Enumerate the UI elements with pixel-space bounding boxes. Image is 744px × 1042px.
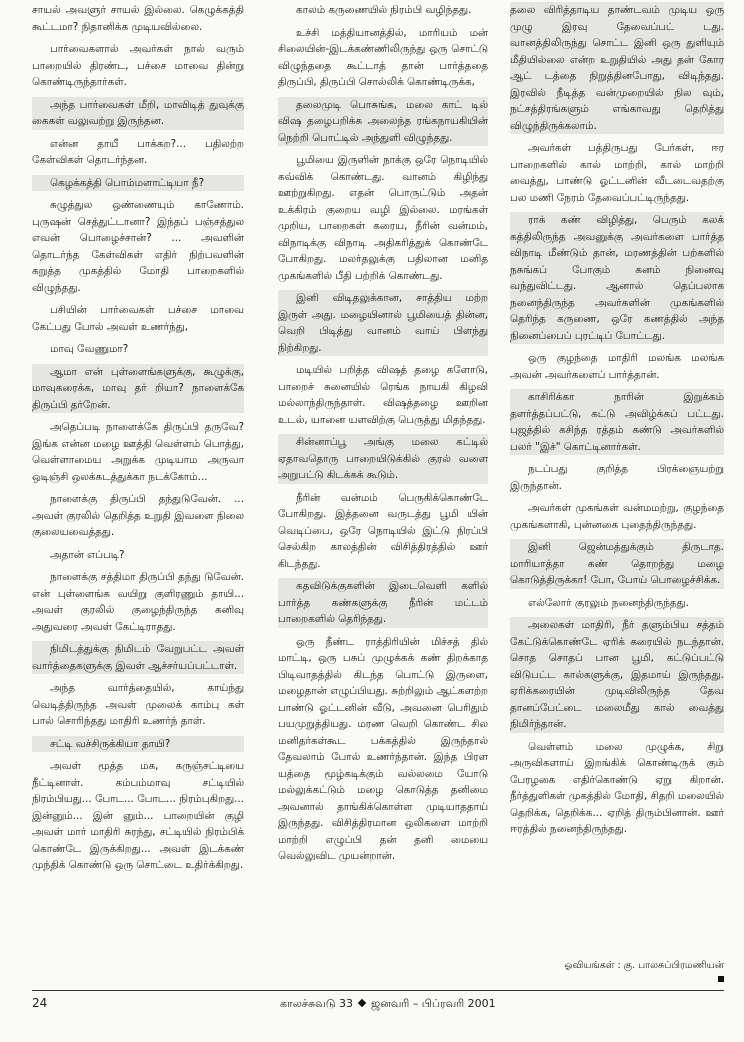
paragraph: அவர்கள் முகங்கள் வன்மமற்று, குழந்தை முகங்களாகி, புன்னகை புதைந்திருந்தது. [510,502,724,531]
footer-divider [32,990,724,991]
paragraph: காசிரிக்கா நாரின் இறுக்கம் தளர்த்தப்பட்டு, கட்டு அவிழ்க்கப் பட்டது. புஜத்தில் கசிந்த ரத்தம் கண்டு அவர்களில் பலர் "இச்" கொட்டினார்கள். [510,389,724,455]
paragraph: அவர்கள் பத்திருபது பேர்கள், ஈர பாறைகளில் கால் மாற்றி, கால் மாற்றி வைத்து, பாண்டு ஓட்டனின் வீடடைவதற்கு பல மணி நேரம் தேவைப்பட்டிருந்தது. [510,142,724,204]
illustration-credit [510,960,724,985]
paragraph: ஒரு நீண்ட ராத்திரியின் மிச்சத் தில் மாட்டி, ஒரு பசுப் முழுக்கக் கண் திறக்காத பிடிவாதத்தில் கிடந்த பொட்டு இருளை, மழைதான் எழுப்பியது. சுற்றிலும் ஆட்களற்ற பாண்டு ஓட்டனின் வீடு, அவனை பெரிதும் பயமுறுத்தியது. மரண வெறி கொண்ட சில மனிதர்கள்கூட பக்கத்தில் இருந்தால் தேவலாம் போல் உணர்ந்தான். இந்த பிரள யத்தை மூழ்கடிக்கும் வல்லமை யோடு மல்லுக்கட்டும் மழை கொடுத்த தனிமை அவனால் தாங்கிக்கொள்ள முடியாததாய் இருந்தது. விசித்திரமான ஒலிகளை மாற்றி மாற்றி எழுப்பி தன் தனி மையை வெல்லுவிட முயன்றான். [278,635,488,862]
paragraph: அவள் மூத்த மக, கருஞ்சட்டியை நீட்டினாள். கம்பம்மாவு சட்டியில் நிரம்பியது... போட... போட... நிரம்புகிறது... இன்னும்... இன் னும்... பாறையின் குழி அவள் மார் மாதிரி சுரந்து, சட்டியில் நிரம்பிக் கொண்டே இருக்கிறது... அவள் இடக்கண் முந்திக் கொண்டு ஒரு சொட்டை உதிர்க்கிறது. [32,760,244,871]
running-footer [280,997,496,1012]
paragraph: தலை விரித்தாடிய தாண்டவம் முடிய ஒரு முழு இரவு தேவைப்பட் டது. வானத்திலிருந்து சொட்ட இனி ஒரு துளியும் மீதியில்லை என்ற உறுதியில் அது தன் கோர ஆட் டத்தை நிறுத்தினபோது, விடிந்தது. இரவில் நீடித்த வன்முறையில் நில வும், நட்சத்திரங்களும் எங்காவது தெறித்து விழுந்திருக்கலாம். [510,2,724,134]
paragraph: நிமிடத்துக்கு நிமிடம் வேறுபட்ட அவள் வார்த்தைகளுக்கு இவள் ஆச்சர்யப்பட்டாள். [32,641,244,674]
paragraph: எல்லோர் குரலும் நனைந்திருந்தது. [528,596,689,609]
paragraph: இனி ஜென்மத்துக்கும் திருடாத. மாரியாத்தா கண் தொறந்து மழை கொடுத்திருக்கா! போ, போய் பொழைச்சிக்க. [510,539,724,589]
paragraph: நீரின் வன்மம் பெருகிக்கொண்டே போகிறது. இத்தனை வருடத்து பூமி யின் வெடிப்பை, ஒரே நொடியில் இட்டு நிரப்பி செல்கிற காலத்தின் விசித்திரத்தில் ஊர் கிடந்தது. [278,491,488,570]
paragraph: அதெப்படி நாளைக்கே திருப்பி தருவே? இங்க என்ன மழை ஊத்தி வெள்ளம் பொத்து, வெள்ளாமைய அறுக்க முடியாம அருவா ஒடிஞ்சி ஒலக்கடத்துக்கா நடக்கோம்... [32,421,244,483]
paragraph: தலைமுடி பொசுங்க, மலை காட் டில் விஷ தழைபறிக்க அலைந்த ரங்கநாயகியின் நெற்றி பொட்டில் அந்துளி விழுந்தது. [278,97,488,147]
paragraph: நாளைக்கு சத்திமா திருப்பி தந்து டுவேன். என் புள்ளைங்க வயிறு குளிரணும் தாயி... அவள் குரலில் குழைந்திருந்த கனிவு அதுவரை அவள் கேட்டிராதது. [32,571,244,633]
paragraph: சின்னாப்பூ அங்கு மலை கட்டில் ஏதாவதொரு பாறையிடுக்கில் குரல் வளை அறுபட்டு கிடக்கக் கூடும். [278,434,488,484]
paragraph: கதவிடுக்குகளின் இடைவெளி களில் பார்த்த கண்களுக்கு நீரின் மட்டம் பாறைகளில் தெரிந்தது. [278,578,488,628]
diamond-icon [358,999,366,1007]
paragraph: ஆமா என் புள்ளைங்களுக்கு, கூழுக்கு, மாவுகரைக்க, மாவு தர் றியா? நாளைக்கே திருப்பி தர்றேன். [32,364,244,414]
credit-text: ஓவியங்கள் : கு. பாலசுப்பிரமணியன் [564,960,724,971]
paragraph: மடியில் பறித்த விஷத் தழை களோடு, பாறைச் சுனையில் ரெங்க நாயகி கிழவி மல்லாந்திருந்தாள். விஷத்தழை ஊறின உடல், யானை யளவிற்கு பெருத்து மிதந்தது. [278,364,488,426]
paragraph: சட்டி வச்சிருக்கியா தாயி? [32,736,244,753]
text-column-middle [278,2,488,871]
text-column-left [32,2,244,880]
paragraph: பார்வைகளால் அவர்கள் நால் வரும் பாறையில் திரண்ட, பச்சை மாவை தின்று கொண்டிருந்தார்கள். [32,43,244,88]
paragraph: நாளைக்கு திருப்பி தந்துடுவேன். ... அவள் குரலில் தெறித்த உறுதி இவளை நிலை குலையவைத்தது. [32,493,244,538]
paragraph: ஒரு குழந்தை மாதிரி மலங்க மலங்க அவன் அவர்களைப் பார்த்தான். [510,352,724,381]
text-column-right [510,2,724,844]
magazine-name: காலச்சுவடு 33 [280,997,354,1010]
paragraph: கெழக்கத்தி பொம்மளாட்டியா நீ? [32,175,244,192]
paragraph: இனி விடிதலுக்கான, சாத்திய மற்ற இருள் அது. மழையினால் பூமியைத் தின்ன, வெறி பிடித்து வானம் வாய் பிளந்து நிற்கிறது. [278,290,488,356]
end-mark-icon [718,976,724,982]
paragraph: அதான் எப்படி? [50,548,125,561]
paragraph: உச்சி மத்தியானத்தில், மாரியம் மன் சிலையின்-இடக்கண்ணிலிருந்து ஒரு சொட்டு விழுந்ததை கூட்டாத் தான் பார்த்ததை திருப்பி, திருப்பி சொல்லிக் கொண்டிருக்க, [278,26,488,88]
paragraph: அந்த வார்த்தையில், காய்ந்து வெடித்திருந்த அவள் முலைக் காம்பு கள் பால் சொரிந்தது மாதிரி உணர்ந் தாள். [32,682,244,727]
paragraph: சாயல் அவளுர் சாயல் இல்லை. கெழுக்கத்தி கூட்டமா? நிதானிக்க முடியவில்லை. [32,4,244,33]
paragraph: மாவு வேணுமா? [50,343,129,355]
paragraph: பூமியை இருளின் நாக்கு ஒரே நொடியில் கவ்விக் கொண்டது. வானம் கிழிந்து ஊற்றுகிறது. எதன் பொருட்டும் அதன் உக்கிரம் குறைய வழி இல்லை. மரங்கள் முறிய, பாறைகள் கரைய, நீரின் வன்மம், விநாடிக்கு விநாடி அதிகரித்துக் கொண்டே போகிறது. மலர்தலுக்கு பதிலான மனித முகங்களில் பீதி பற்றிக் கொண்டது. [278,154,488,282]
paragraph: சுழுத்துல ஒண்ணையும் காணோம். புருஷன் செத்துட்டானா? இந்தப் பஞ்சத்துல எவன் பொழைச்சான்? ... அவளின் தொடர்ந்த கேள்விகள் எதிர் நிற்பவளின் கறுத்த முகத்தில் மோதி பாறைகளில் விழுந்தது. [32,199,244,294]
issue-date: ஜனவரி – பிப்ரவரி 2001 [371,997,496,1010]
paragraph: அந்த பார்வைகள் மீறி, மாவிடித் துவுக்கு கைகள் வலுவற்று இருந்தன. [32,97,244,130]
paragraph: அலைகள் மாதிரி, நீர் தளும்பிய சத்தம் கேட்டுக்கொண்டே ஏரிக் கரையில் நடந்தான். சொத சொதப் பான பூமி, கட்டுப்பட்டு விடுபட்ட கால்களுக்கு, இதமாய் இருந்தது. ஏரிக்கரையின் முடிவிலிருந்த தேவ தானப்பேட்டை மலைமீது கால் வைத்து நிமிர்ந்தான். [510,617,724,733]
paragraph: காலம் கருணையில் நிரம்பி வழிந்தது. [296,4,472,16]
paragraph: நடப்பது குறித்த பிரக்ஞையற்று இருந்தான். [510,463,724,492]
paragraph: என்ன தாயீ பாக்கற?... பதிலற்ற கேள்விகள் தொடர்ந்தன. [32,137,244,166]
paragraph: ராக் கண் விழித்து, பெரும் கலக் கத்திலிருந்த அவனுக்கு அவர்களை பார்த்த விநாடி மீண்டும் தான், மரணத்தின் பற்களில் நசுங்கப் போகும் கனம் நினைவு வந்துவிட்டது. ஆனால் தெப்பலாக நனைந்திருந்த அவர்களின் முகங்களில் தெரிந்த கருணை, ஒரே கணத்தில் அந்த நினைப்பைப் புரட்டிப் போட்டது. [510,212,724,344]
page-number: 24 [32,996,48,1010]
paragraph: பசியின் பார்வைகள் பச்சை மாவை கேட்பது போல் அவள் உணர்ந்து, [32,304,244,333]
paragraph: வெள்ளம் மலை முழுக்க, சிறு அருவிகளாய் இறங்கிக் கொண்டிருக் கும் பேரழகை எதிர்கொண்டு ஏறு கிறான். நீர்த்துளிகள் முகத்தில் மோதி, சிதறி மலையில் தெறிக்க, தெறிக்க... ஏறித் திரும்பினான். ஊர் ஈரத்தில் நனைந்திருந்தது. [510,740,724,835]
